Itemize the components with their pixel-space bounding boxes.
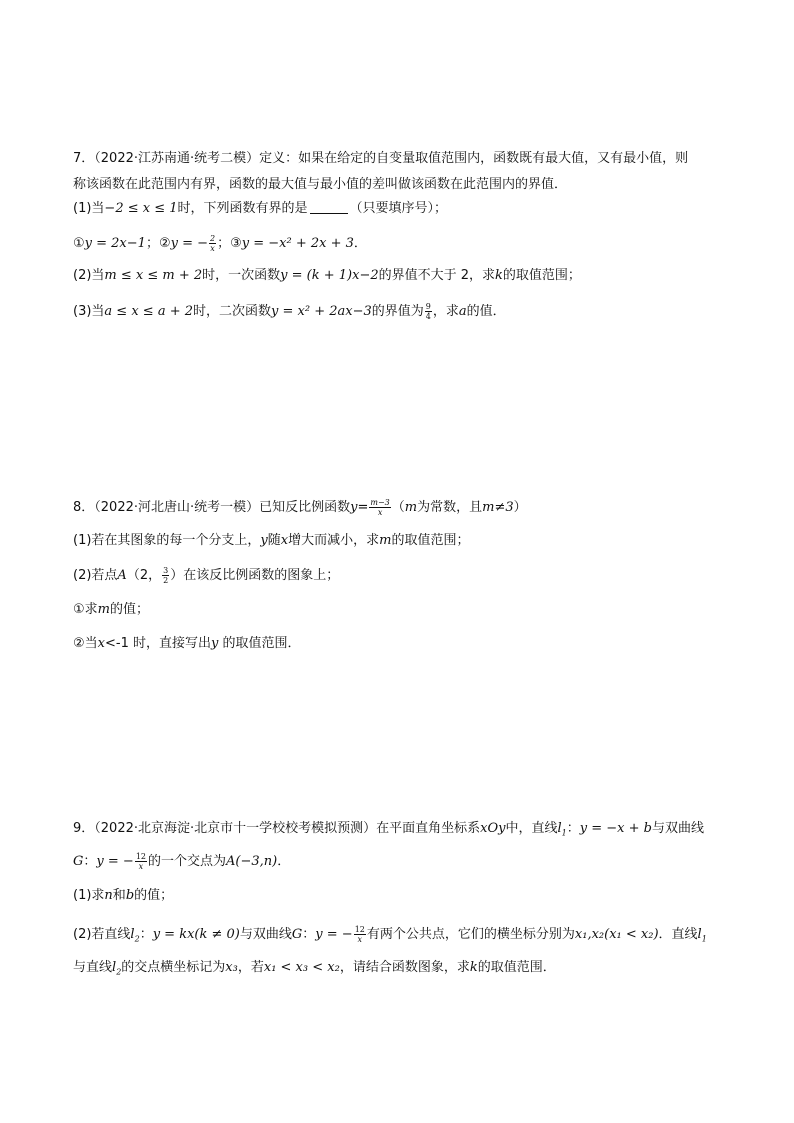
fraction-denominator: 4 xyxy=(425,312,431,321)
var-l: l xyxy=(697,927,702,942)
q9-p1-text: (1)求 xyxy=(73,888,105,903)
q8-sub1 xyxy=(73,601,149,619)
q8-p2-fraction xyxy=(162,566,169,585)
q9-p3-text-5: 的取值范围． xyxy=(477,960,556,975)
q8-p2-text-2: ）在该反比例函数的图象上； xyxy=(170,568,340,583)
q8-heading xyxy=(73,498,527,517)
q7-p2-text-3: 的取值范围； xyxy=(502,268,581,283)
paren-open: （ xyxy=(391,500,405,515)
line-l1 xyxy=(698,927,707,942)
fraction-denominator: x xyxy=(377,508,383,517)
var-n: n xyxy=(104,888,113,903)
point-a: A xyxy=(117,568,127,583)
q7-p3-text-3: ，求 xyxy=(432,304,459,319)
q7-p1-label: (1)当 xyxy=(73,201,105,216)
q7-options xyxy=(73,234,367,253)
q7-p3-text-2: 的界值为 xyxy=(371,304,424,319)
var-m: m xyxy=(404,500,418,515)
line-l1 xyxy=(557,821,566,836)
var-b: b xyxy=(125,888,135,903)
colon: ： xyxy=(83,854,97,869)
q9-p3-inequality: x₁ < x₃ < x₂ xyxy=(263,960,340,975)
q7-p3-text: 时，二次函数 xyxy=(193,304,272,319)
q9-p2-text-3: 有两个公共点，它们的横坐标分别为 xyxy=(366,927,575,942)
subscript: 2 xyxy=(116,967,122,977)
q7-p1-note: （只要填序号）； xyxy=(349,201,448,216)
var-y: y xyxy=(260,533,268,548)
q9-p3-text-2: 的交点横坐标记为 xyxy=(121,960,226,975)
var-y: y xyxy=(350,500,358,515)
q7-p2-text-2: 的界值不大于 2，求 xyxy=(378,268,496,283)
q7-p3-fraction xyxy=(425,302,432,321)
q7-p3-label: (3)当 xyxy=(73,304,105,319)
subscript: 1 xyxy=(561,828,567,838)
q9-part2-cont xyxy=(73,959,556,982)
q7-p2-inequality: m ≤ x ≤ m + 2 xyxy=(104,268,203,283)
circled-2-icon: ② xyxy=(158,236,171,251)
var-x: x xyxy=(97,636,106,651)
q8-p1-text-3: 增大而减小，求 xyxy=(288,533,380,548)
q8-s2-text: 当 xyxy=(84,636,98,651)
q7-p3-text-4: 的值． xyxy=(466,304,506,319)
q7-p3-inequality: a ≤ x ≤ a + 2 xyxy=(104,304,193,319)
q7-p1-inequality: −2 ≤ x ≤ 1 xyxy=(104,201,178,216)
colon: ： xyxy=(566,821,580,836)
q7-part2 xyxy=(73,267,581,285)
q9-p3-text-3: ，若 xyxy=(237,960,264,975)
q7-p2-text: 时，一次函数 xyxy=(202,268,281,283)
q8-heading-text-2: 为常数，且 xyxy=(417,500,483,515)
q9-p3-text: 与直线 xyxy=(73,960,113,975)
line-l2 xyxy=(130,927,139,942)
fraction-denominator: x xyxy=(138,862,144,871)
var-k: k xyxy=(495,268,503,283)
q9-part1 xyxy=(73,887,173,905)
paren-close: ） xyxy=(513,500,527,515)
q7-option-3: y = −x² + 2x + 3 xyxy=(241,236,354,251)
var-g: G xyxy=(73,854,84,869)
q9-p2-text: (2)若直线 xyxy=(73,927,131,942)
circled-3-icon: ③ xyxy=(230,236,242,251)
var-m: m xyxy=(97,602,110,617)
q7-p2-label: (2)当 xyxy=(73,268,105,283)
q9-heading xyxy=(73,820,704,843)
q7-option-2-fraction xyxy=(209,234,216,253)
q7-heading-continued xyxy=(73,176,567,194)
q8-part2 xyxy=(73,566,339,585)
q8-sub2 xyxy=(73,635,301,653)
q8-s2-text-3: 的取值范围． xyxy=(218,636,301,651)
var-l: l xyxy=(130,927,135,942)
q9-heading-text-4: 的一个交点为 xyxy=(148,854,227,869)
coord-system: xOy xyxy=(480,821,506,836)
var-k: k xyxy=(469,960,478,975)
circled-1-icon: ① xyxy=(73,602,85,617)
fraction-denominator: x xyxy=(357,935,363,944)
fraction-denominator: 2 xyxy=(163,576,169,585)
var-l: l xyxy=(112,960,117,975)
answer-blank xyxy=(310,201,348,214)
q9-hyperbola-prefix: y = − xyxy=(96,854,134,869)
equals: = xyxy=(357,500,369,515)
var-a: a xyxy=(458,304,467,319)
var-g: G xyxy=(291,927,303,942)
q9-p2-text-4: ．直线 xyxy=(658,927,698,942)
q7-option-2-prefix: y = − xyxy=(170,236,209,251)
q8-s1-text-2: 的值； xyxy=(110,602,150,617)
q8-p1-text: (1)若在其图象的每一个分支上， xyxy=(73,533,261,548)
q8-p1-text-2: 随 xyxy=(267,533,281,548)
q8-s2-text-2: <-1 时，直接写出 xyxy=(105,636,212,651)
subscript: 1 xyxy=(701,934,707,944)
q9-heading-text: 9．（2022·北京海淀·北京市十一学校校考模拟预测）在平面直角坐标系 xyxy=(73,821,481,836)
q9-p2-line-equation: y = kx(k ≠ 0) xyxy=(152,927,240,942)
fraction-denominator: x xyxy=(210,244,215,253)
var-x: x xyxy=(280,533,289,548)
q8-part1 xyxy=(73,532,470,550)
q9-p1-text-3: 的值； xyxy=(134,888,174,903)
q8-fraction xyxy=(369,498,390,517)
fraction-numerator: 9 xyxy=(425,302,431,311)
q7-p1-text: 时，下列函数有界的是 xyxy=(177,201,308,216)
q9-p3-text-4: ，请结合函数图象，求 xyxy=(339,960,470,975)
q8-heading-text: 8．（2022·河北唐山·统考一模）已知反比例函数 xyxy=(73,500,351,515)
fraction-numerator: m−3 xyxy=(370,498,390,507)
q8-s1-text: 求 xyxy=(84,602,98,617)
period: ． xyxy=(353,236,367,251)
q9-line-equation: y = −x + b xyxy=(579,821,652,836)
separator: ； xyxy=(145,236,159,251)
fraction-numerator: 3 xyxy=(163,566,169,575)
q9-p2-text-2: 与双曲线 xyxy=(239,927,292,942)
q7-heading xyxy=(73,150,688,168)
var-l: l xyxy=(557,821,562,836)
q9-heading-line2 xyxy=(73,852,290,871)
point-a: A(−3,n) xyxy=(226,854,278,869)
var-y: y xyxy=(211,636,219,651)
fraction-numerator: 2 xyxy=(210,234,216,243)
q8-p2-coord-open: （2， xyxy=(126,568,162,583)
q7-part1 xyxy=(73,200,447,218)
q7-heading-text: 7．（2022·江苏南通·统考二模）定义：如果在给定的自变量取值范围内，函数既有最大值，又有最小值，则 xyxy=(73,151,689,166)
q7-heading-cont-text: 称该函数在此范围内有界，函数的最大值与最小值的差叫做该函数在此范围内的界值． xyxy=(73,177,568,192)
q9-heading-text-3: 与双曲线 xyxy=(651,821,704,836)
q7-part3 xyxy=(73,302,506,321)
fraction-numerator: 12 xyxy=(354,925,365,934)
q9-hyperbola-fraction xyxy=(135,852,147,871)
q7-p2-function: y = (k + 1)x−2 xyxy=(280,268,379,283)
subscript: 2 xyxy=(134,934,140,944)
circled-1-icon: ① xyxy=(73,236,85,251)
colon: ： xyxy=(302,927,316,942)
q7-p3-function: y = x² + 2ax−3 xyxy=(271,304,372,319)
fraction-numerator: 12 xyxy=(135,852,146,861)
q8-p2-text: (2)若点 xyxy=(73,568,118,583)
q9-part2 xyxy=(73,925,707,949)
circled-2-icon: ② xyxy=(73,636,85,651)
q8-p1-text-4: 的取值范围； xyxy=(391,533,470,548)
q9-p2-hyperbola-prefix: y = − xyxy=(315,927,353,942)
period: ． xyxy=(277,854,291,869)
q9-heading-text-2: 中，直线 xyxy=(505,821,558,836)
var-x3: x₃ xyxy=(225,960,238,975)
q9-p2-fraction xyxy=(354,925,366,944)
colon: ： xyxy=(139,927,153,942)
q8-condition: m≠3 xyxy=(482,500,514,515)
line-l2 xyxy=(112,960,121,975)
q9-p2-abscissas: x₁,x₂(x₁ < x₂) xyxy=(574,927,659,942)
separator: ； xyxy=(217,236,231,251)
q7-option-1: y = 2x−1 xyxy=(84,236,146,251)
var-m: m xyxy=(379,533,392,548)
q9-p1-text-2: 和 xyxy=(112,888,126,903)
